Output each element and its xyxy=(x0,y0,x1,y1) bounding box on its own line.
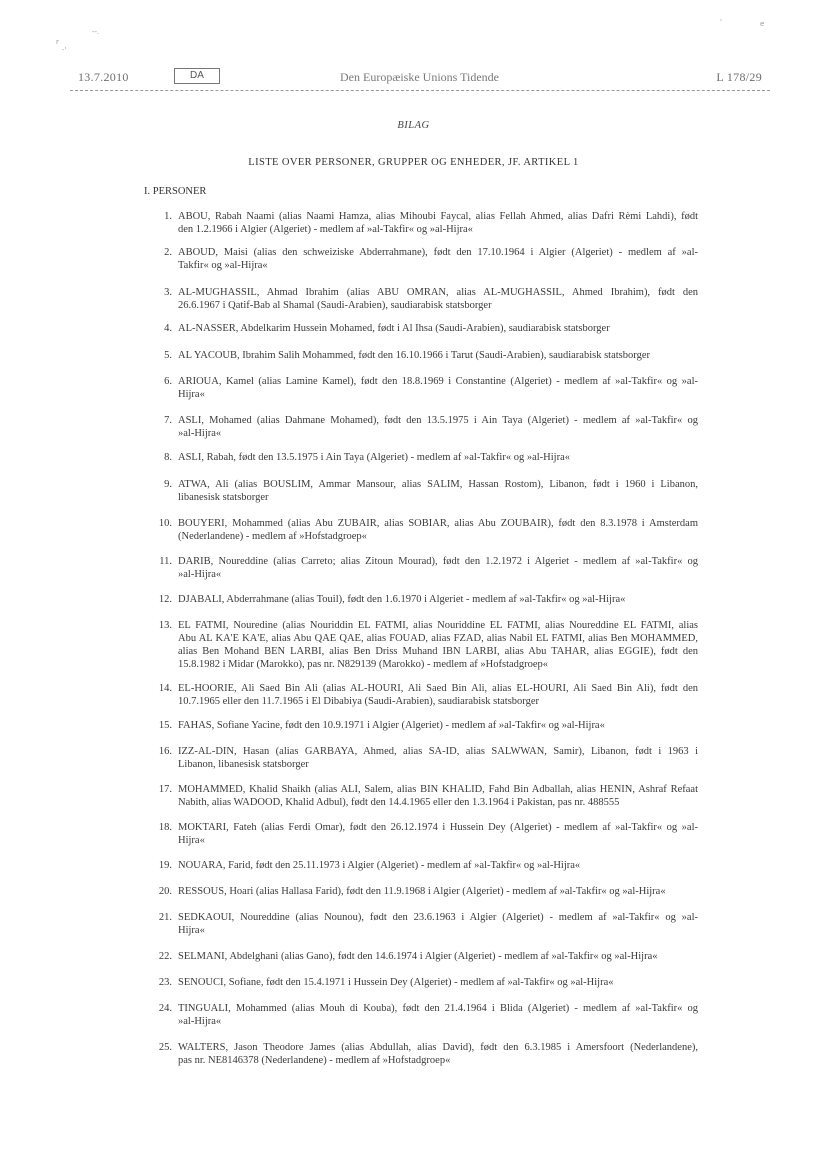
entry-line: (Nederlandene) - medlem af »Hofstadgroep« xyxy=(178,531,367,542)
entry-line: alias Ben Mohand BEN LARBI, alias Ben Driss Muhand IBN LARBI, alias Abu TAHAR, alias EGGIE), født den xyxy=(178,646,698,657)
entry-line: Abu AL KA'E KA'E, alias Abu QAE QAE, alias FOUAD, alias FZAD, alias Nabil EL FATMI, alias Ben MOHAMMED, xyxy=(178,633,698,644)
entry-line: Nabith, alias WADOOD, Khalid Adbul), født den 14.4.1965 eller den 1.3.1964 i Pakistan, pas nr. 488555 xyxy=(178,797,620,808)
entry-text xyxy=(178,950,698,963)
entry-line: »al-Hijra« xyxy=(178,428,222,439)
entry-text xyxy=(178,745,698,771)
entry-number: 8. xyxy=(164,452,172,463)
entry-line: RESSOUS, Hoari (alias Hallasa Farid), født den 11.9.1968 i Algier (Algeriet) - medlem af »al-Takfir« og »al-Hijra« xyxy=(178,886,666,897)
entry-text xyxy=(178,210,698,236)
entry-text xyxy=(178,322,698,335)
entry-number: 6. xyxy=(164,376,172,387)
entry-line: ABOUD, Maisi (alias den schweiziske Abderrahmane), født den 17.10.1964 i Algier (Algeriet) - medlem af »al- xyxy=(178,247,698,258)
entry-line: Hijra« xyxy=(178,389,205,400)
entry-line: SEDKAOUI, Noureddine (alias Nounou), født den 23.6.1963 i Algier (Algeriet) - medlem af »al-Takfir« og »al- xyxy=(178,912,698,923)
entry-line: 15.8.1982 i Midar (Marokko), pas nr. N829139 (Marokko) - medlem af »Hofstadgroep« xyxy=(178,659,549,670)
entry-line: libanesisk statsborger xyxy=(178,492,269,503)
entry-text xyxy=(178,555,698,581)
entry-line: FAHAS, Sofiane Yacine, født den 10.9.1971 i Algier (Algeriet) - medlem af »al-Takfir« og »al-Hijra« xyxy=(178,720,605,731)
entry-number: 17. xyxy=(158,784,172,795)
entry-line: EL FATMI, Nouredine (alias Nouriddin EL FATMI, alias Nouriddine EL FATMI, alias Noureddine EL FATMI, alias xyxy=(178,620,698,631)
entry-line: ABOU, Rabah Naami (alias Naami Hamza, alias Mihoubi Faycal, alias Fellah Ahmed, alias Dafri Rèmi Lahdi), født xyxy=(178,211,698,222)
entry-number: 11. xyxy=(159,556,172,567)
scan-mark: e xyxy=(760,20,765,28)
list-title: LISTE OVER PERSONER, GRUPPER OG ENHEDER, JF. ARTIKEL 1 xyxy=(248,157,579,168)
entry-line: »al-Hijra« xyxy=(178,569,222,580)
entry-number: 10. xyxy=(158,518,172,529)
entry-line: pas nr. NE8146378 (Nederlandene) - medlem af »Hofstadgroep« xyxy=(178,1055,451,1066)
entry-number: 18. xyxy=(158,822,172,833)
entry-line: den 1.2.1966 i Algier (Algeriet) - medlem af »al-Takfir« og »al-Hijra« xyxy=(178,224,473,235)
entry-number: 21. xyxy=(158,912,172,923)
entry-number: 5. xyxy=(164,350,172,361)
entry-text xyxy=(178,478,698,504)
entry-line: 26.6.1967 i Qatif-Bab al Shamal (Saudi-Arabien), saudiarabisk statsborger xyxy=(178,300,492,311)
scan-mark: -' xyxy=(62,46,67,54)
entry-line: Hijra« xyxy=(178,925,205,936)
entry-text xyxy=(178,593,698,606)
entry-text xyxy=(178,286,698,312)
entry-number: 15. xyxy=(158,720,172,731)
entry-text xyxy=(178,885,698,898)
entry-line: WALTERS, Jason Theodore James (alias Abdullah, alias David), født den 6.3.1985 i Amersfoort (Nederlandene), xyxy=(178,1042,698,1053)
entry-text xyxy=(178,246,698,272)
entry-text xyxy=(178,517,698,543)
entry-line: AL-MUGHASSIL, Ahmad Ibrahim (alias ABU OMRAN, alias AL-MUGHASSIL, Ahmed Ibrahim), født den xyxy=(178,287,698,298)
page-header xyxy=(70,66,770,92)
entry-line: ASLI, Rabah, født den 13.5.1975 i Ain Taya (Algeriet) - medlem af »al-Takfir« og »al-Hijra« xyxy=(178,452,570,463)
scan-mark: --. xyxy=(92,28,100,36)
entry-number: 24. xyxy=(158,1003,172,1014)
header-divider xyxy=(70,90,770,91)
entry-line: Takfir« og »al-Hijra« xyxy=(178,260,268,271)
entry-line: DJABALI, Abderrahmane (alias Touil), født den 1.6.1970 i Algeriet - medlem af »al-Takfir« og »al-Hijra« xyxy=(178,594,626,605)
publication-date: 13.7.2010 xyxy=(78,70,129,84)
entry-text xyxy=(178,451,698,464)
entry-text xyxy=(178,682,698,708)
entry-number: 16. xyxy=(158,746,172,757)
entry-text xyxy=(178,859,698,872)
entry-number: 3. xyxy=(164,287,172,298)
entry-line: TINGUALI, Mohammed (alias Mouh di Kouba), født den 21.4.1964 i Blida (Algeriet) - medlem af »al-Takfir« og xyxy=(178,1003,698,1014)
entry-number: 12. xyxy=(158,594,172,605)
entry-text xyxy=(178,976,698,989)
entry-line: Libanon, libanesisk statsborger xyxy=(178,759,309,770)
entry-number: 7. xyxy=(164,415,172,426)
entry-number: 13. xyxy=(158,620,172,631)
entry-number: 19. xyxy=(158,860,172,871)
entry-number: 9. xyxy=(164,479,172,490)
entry-line: ASLI, Mohamed (alias Dahmane Mohamed), født den 13.5.1975 i Ain Taya (Algeriet) - medlem af »al-Takfir« og xyxy=(178,415,698,426)
entry-number: 25. xyxy=(158,1042,172,1053)
journal-title: Den Europæiske Unions Tidende xyxy=(340,70,499,84)
entry-line: IZZ-AL-DIN, Hasan (alias GARBAYA, Ahmed, alias SA-ID, alias SALWWAN, Samir), Libanon, født i 1963 i xyxy=(178,746,698,757)
entry-text xyxy=(178,1002,698,1028)
entry-line: SENOUCI, Sofiane, født den 15.4.1971 i Hussein Dey (Algeriet) - medlem af »al-Takfir« og »al-Hijra« xyxy=(178,977,614,988)
language-badge: DA xyxy=(174,68,220,84)
entry-number: 4. xyxy=(164,323,172,334)
entry-text xyxy=(178,375,698,401)
entry-text xyxy=(178,911,698,937)
entry-number: 20. xyxy=(158,886,172,897)
annex-label: BILAG xyxy=(397,120,430,131)
entry-line: ARIOUA, Kamel (alias Lamine Kamel), født den 18.8.1969 i Constantine (Algeriet) - medlem af »al-Takfir« og »al- xyxy=(178,376,698,387)
entry-text xyxy=(178,719,698,732)
entry-line: Hijra« xyxy=(178,835,205,846)
entry-line: 10.7.1965 eller den 11.7.1965 i El Dibabiya (Saudi-Arabien), saudiarabisk statsborger xyxy=(178,696,539,707)
entry-line: EL-HOORIE, Ali Saed Bin Ali (alias AL-HOURI, Ali Saed Bin Ali, alias EL-HOURI, Ali Saed Bin Ali), født den xyxy=(178,683,698,694)
entry-number: 23. xyxy=(158,977,172,988)
entry-line: AL-NASSER, Abdelkarim Hussein Mohamed, født i Al Ihsa (Saudi-Arabien), saudiarabisk statsborger xyxy=(178,323,610,334)
entry-number: 2. xyxy=(164,247,172,258)
entry-line: SELMANI, Abdelghani (alias Gano), født den 14.6.1974 i Algier (Algeriet) - medlem af »al-Takfir« og »al-Hijra« xyxy=(178,951,658,962)
entry-text xyxy=(178,349,698,362)
entry-line: BOUYERI, Mohammed (alias Abu ZUBAIR, alias SOBIAR, alias Abu ZOUBAIR), født den 8.3.1978 i Amsterdam xyxy=(178,518,698,529)
entry-text xyxy=(178,821,698,847)
entry-line: DARIB, Noureddine (alias Carreto; alias Zitoun Mourad), født den 1.2.1972 i Algeriet - medlem af »al-Takfir« og xyxy=(178,556,698,567)
entry-line: MOKTARI, Fateh (alias Ferdi Omar), født den 26.12.1974 i Hussein Dey (Algeriet) - medlem af »al-Takfir« og »al- xyxy=(178,822,698,833)
entry-text xyxy=(178,414,698,440)
entry-line: AL YACOUB, Ibrahim Salih Mohammed, født den 16.10.1966 i Tarut (Saudi-Arabien), saudiarabisk statsborger xyxy=(178,350,650,361)
section-heading: I. PERSONER xyxy=(144,186,207,197)
entry-text xyxy=(178,783,698,809)
entry-text xyxy=(178,1041,698,1067)
entry-number: 1. xyxy=(164,211,172,222)
scan-mark: r xyxy=(56,38,59,46)
entry-line: MOHAMMED, Khalid Shaikh (alias ALI, Salem, alias BIN KHALID, Fahd Bin Adballah, alias HENIN, Ashraf Refaat xyxy=(178,784,698,795)
entry-text xyxy=(178,619,698,671)
scan-mark: ' xyxy=(720,18,722,26)
page-reference: L 178/29 xyxy=(716,70,762,84)
entry-line: ATWA, Ali (alias BOUSLIM, Ammar Mansour, alias SALIM, Hassan Rostom), Libanon, født i 1960 i Libanon, xyxy=(178,479,698,490)
entry-line: NOUARA, Farid, født den 25.11.1973 i Algier (Algeriet) - medlem af »al-Takfir« og »al-Hijra« xyxy=(178,860,581,871)
entry-line: »al-Hijra« xyxy=(178,1016,222,1027)
entry-number: 14. xyxy=(158,683,172,694)
entry-number: 22. xyxy=(158,951,172,962)
